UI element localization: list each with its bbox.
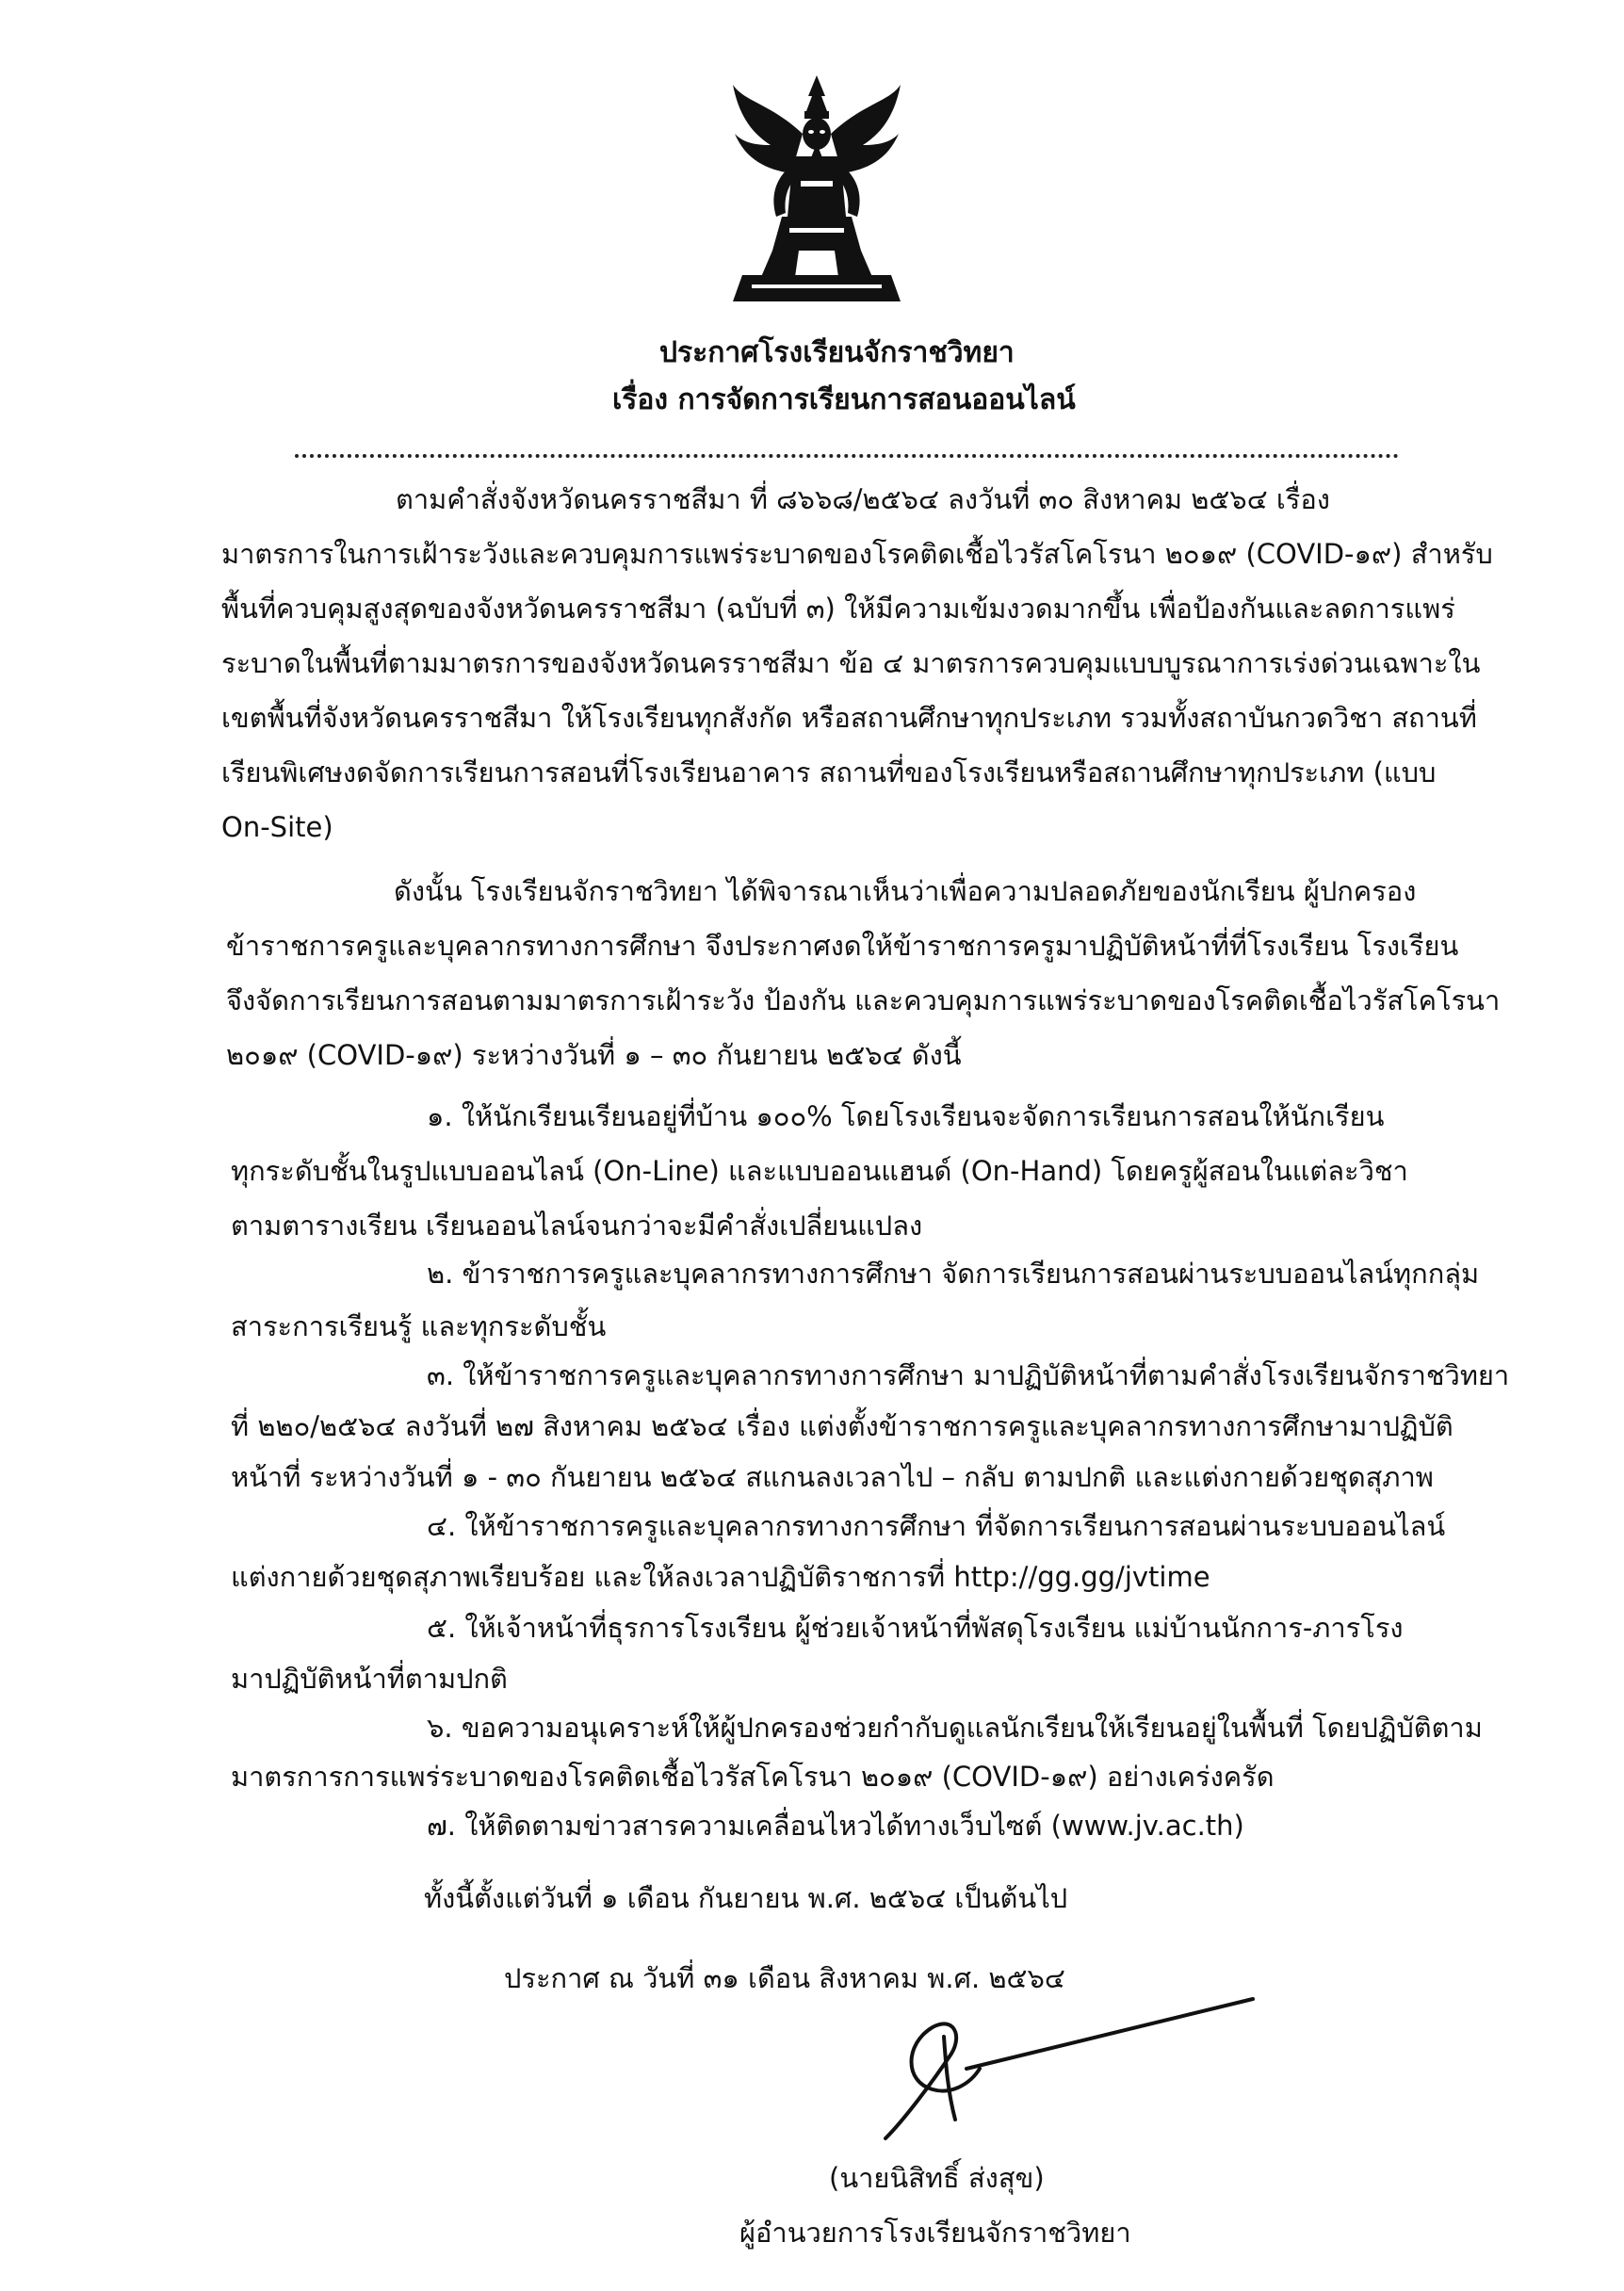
subject-title: เรื่อง การจัดการเรียนการสอนออนไลน์ xyxy=(612,383,1076,416)
item-line: ทุกระดับชั้นในรูปแบบออนไลน์ (On-Line) และแบบออนแฮนด์ (On-Hand) โดยครูผู้สอนในแต่ละวิชา xyxy=(231,1155,1408,1187)
signer-name: (นายนิสิทธิ์ ส่งสุข) xyxy=(829,2162,1045,2194)
para1-line: ระบาดในพื้นที่ตามมาตรการของจังหวัดนครราชสีมา ข้อ ๔ มาตรการควบคุมแบบบูรณาการเร่งด่วนเฉพาะใน xyxy=(221,647,1481,679)
item-line: มาตรการการแพร่ระบาดของโรคติดเชื้อไวรัสโคโรนา ๒๐๑๙ (COVID-๑๙) อย่างเคร่งครัด xyxy=(231,1761,1275,1793)
item-line: หน้าที่ ระหว่างวันที่ ๑ - ๓๐ กันยายน ๒๕๖๔ สแกนลงเวลาไป – กลับ ตามปกติ และแต่งกายด้วยชุดสุภาพ xyxy=(231,1461,1434,1493)
item-line: ที่ ๒๒๐/๒๕๖๔ ลงวันที่ ๒๗ สิงหาคม ๒๕๖๔ เรื่อง แต่งตั้งข้าราชการครูและบุคลากรทางการศึกษามาปฏิบัติ xyxy=(231,1410,1453,1442)
para2-line: ข้าราชการครูและบุคลากรทางการศึกษา จึงประกาศงดให้ข้าราชการครูมาปฏิบัติหน้าที่ที่โรงเรียน โรงเรียน xyxy=(226,930,1459,962)
para2-line: ดังนั้น โรงเรียนจักราชวิทยา ได้พิจารณาเห็นว่าเพื่อความปลอดภัยของนักเรียน ผู้ปกครอง xyxy=(394,875,1417,907)
para1-line: เขตพื้นที่จังหวัดนครราชสีมา ให้โรงเรียนทุกสังกัด หรือสถานศึกษาทุกประเภท รวมทั้งสถาบันกวดวิชา สถานที่ xyxy=(221,702,1477,734)
para1-line: On-Site) xyxy=(221,811,333,843)
item-line: ตามตารางเรียน เรียนออนไลน์จนกว่าจะมีคำสั่งเปลี่ยนแปลง xyxy=(231,1210,923,1242)
item-line: ๖. ขอความอนุเคราะห์ให้ผู้ปกครองช่วยกำกับดูแลนักเรียนให้เรียนอยู่ในพื้นที่ โดยปฏิบัติตาม xyxy=(427,1712,1483,1744)
signer-position: ผู้อำนวยการโรงเรียนจักราชวิทยา xyxy=(739,2217,1131,2249)
effective-date: ทั้งนี้ตั้งแต่วันที่ ๑ เดือน กันยายน พ.ศ. ๒๕๖๔ เป็นต้นไป xyxy=(424,1882,1068,1914)
page-title: ประกาศโรงเรียนจักราชวิทยา xyxy=(659,336,1015,369)
announce-date: ประกาศ ณ วันที่ ๓๑ เดือน สิงหาคม พ.ศ. ๒๕๖๔ xyxy=(504,1962,1065,1994)
item-line: แต่งกายด้วยชุดสุภาพเรียบร้อย และให้ลงเวลาปฏิบัติราชการที่ http://gg.gg/jvtime xyxy=(231,1561,1210,1593)
item-line: ๗. ให้ติดตามข่าวสารความเคลื่อนไหวได้ทางเว็บไซต์ (www.jv.ac.th) xyxy=(427,1810,1244,1842)
item-line: ๒. ข้าราชการครูและบุคลากรทางการศึกษา จัดการเรียนการสอนผ่านระบบออนไลน์ทุกกลุ่ม xyxy=(427,1258,1480,1290)
para2-line: จึงจัดการเรียนการสอนตามมาตรการเฝ้าระวัง ป้องกัน และควบคุมการแพร่ระบาดของโรคติดเชื้อไวรัสโคโรนา xyxy=(226,984,1501,1016)
dotted-divider xyxy=(295,454,1399,458)
handwritten-signature xyxy=(876,1978,1262,2148)
item-line: สาระการเรียนรู้ และทุกระดับชั้น xyxy=(231,1310,607,1342)
garuda-emblem-icon xyxy=(733,75,901,301)
para1-line: มาตรการในการเฝ้าระวังและควบคุมการแพร่ระบาดของโรคติดเชื้อไวรัสโคโรนา ๒๐๑๙ (COVID-๑๙) สำหรับ xyxy=(221,538,1493,570)
para1-line: เรียนพิเศษงดจัดการเรียนการสอนที่โรงเรียนอาคาร สถานที่ของโรงเรียนหรือสถานศึกษาทุกประเภท (แบบ xyxy=(221,756,1437,788)
para1-line: พื้นที่ควบคุมสูงสุดของจังหวัดนครราชสีมา (ฉบับที่ ๓) ให้มีความเข้มงวดมากขึ้น เพื่อป้องกันและลดการแพร่ xyxy=(221,593,1455,625)
item-line: มาปฏิบัติหน้าที่ตามปกติ xyxy=(231,1663,508,1695)
item-line: ๑. ให้นักเรียนเรียนอยู่ที่บ้าน ๑๐๐% โดยโรงเรียนจะจัดการเรียนการสอนให้นักเรียน xyxy=(427,1100,1385,1132)
para2-line: ๒๐๑๙ (COVID-๑๙) ระหว่างวันที่ ๑ – ๓๐ กันยายน ๒๕๖๔ ดังนี้ xyxy=(226,1039,962,1071)
para1-line: ตามคำสั่งจังหวัดนครราชสีมา ที่ ๘๖๖๘/๒๕๖๔ ลงวันที่ ๓๐ สิงหาคม ๒๕๖๔ เรื่อง xyxy=(396,483,1330,515)
item-line: ๕. ให้เจ้าหน้าที่ธุรการโรงเรียน ผู้ช่วยเจ้าหน้าที่พัสดุโรงเรียน แม่บ้านนักการ-ภารโรง xyxy=(427,1612,1404,1644)
item-line: ๓. ให้ข้าราชการครูและบุคลากรทางการศึกษา มาปฏิบัติหน้าที่ตามคำสั่งโรงเรียนจักราชวิทยา xyxy=(427,1359,1510,1391)
item-line: ๔. ให้ข้าราชการครูและบุคลากรทางการศึกษา ที่จัดการเรียนการสอนผ่านระบบออนไลน์ xyxy=(427,1510,1446,1542)
